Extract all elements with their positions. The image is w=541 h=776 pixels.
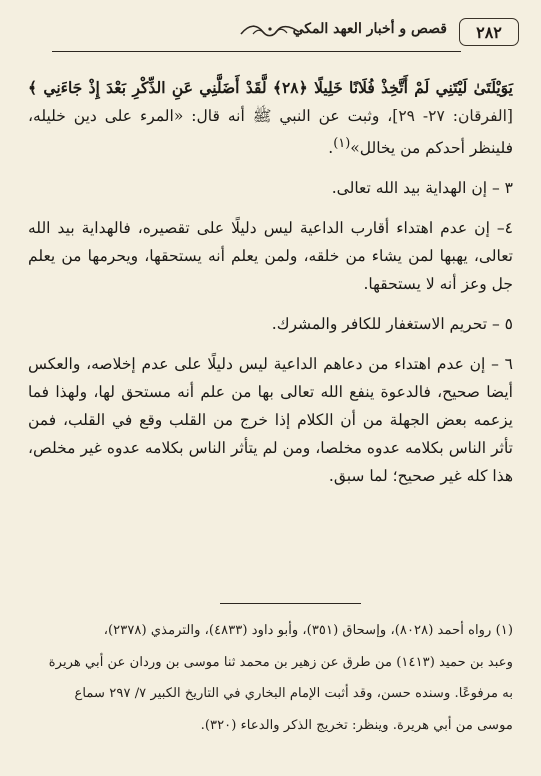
footnote-line: وعبد بن حميد (١٤١٣) من طرق عن زهير بن محمد ثنا موسى بن وردان عن أبي هريرة (48, 654, 513, 670)
point-5: ٥ – تحريم الاستغفار للكافر والمشرك. (271, 315, 513, 334)
footnote-line: (١) رواه أحمد (٨٠٢٨)، وإسحاق (٣٥١)، وأبو داود (٤٨٣٣)، والترمذي (٢٣٧٨)، (103, 623, 513, 638)
footnote-line: به مرفوعًا. وسنده حسن، وقد أثبت الإمام البخاري في التاريخ الكبير ٧/ ٢٩٧ سماع (74, 686, 513, 701)
point-4: ٤– إن عدم اهتداء أقارب الداعية ليس دليلًا على تقصيره، فالهداية بيد الله تعالى، يهبها لمن يشاء من خلقه، ولمن يعلم أنه يستحقها، ويحرمها من يعلم جل وعز أنه لا يستحقها. (28, 219, 513, 294)
main-text (28, 74, 513, 502)
footnote-line: موسى من أبي هريرة. وينظر: تخريج الذكر والدعاء (٣٢٠). (200, 717, 513, 733)
quran-reference: [الفرقان: ٢٧- ٢٩] (392, 107, 513, 125)
page-header (12, 12, 519, 46)
footnotes (26, 618, 513, 738)
footnote-marker[interactable]: (١) (333, 136, 351, 151)
quran-verse: يَوَيْلَتَىٰ لَيْتَنِي لَمْ أَتَّخِذْ فُلَانًا خَلِيلًا ﴿٢٨﴾ لَّقَدْ أَضَلَّنِي عَنِ الذِّكْرِ بَعْدَ إِذْ جَاءَنِي ﴾ (28, 78, 513, 97)
page-number: ٢٨٢ (459, 18, 519, 46)
book-title: قصص و أخبار العهد المكي (292, 21, 447, 37)
point-3: ٣ – إن الهداية بيد الله تعالى. (331, 179, 513, 198)
point-6: ٦ – إن عدم اهتداء من دعاهم الداعية ليس دليلًا على عدم إخلاصه، والعكس أيضا صحيح، فالدعوة ينفع الله تعالى بها من علم أنه مستحق لها، ولهذا فما يزعمه بعض الجهلة من أن الكلام إذا خرج من القلب وقع في القلب، فمن تأثر الناس بكلامه عدوه مخلصا، ومن لم يتأثر الناس بكلامه عدوه غير مخلص، هذا كله غير صحيح؛ لما سبق. (28, 355, 513, 486)
hadith-text: ، وثبت عن النبي ﷺ أنه قال: «المرء على دين خليله، فلينظر أحدكم من يخالل» (28, 107, 513, 158)
decorative-flourish-icon (239, 22, 301, 40)
footnote-separator (220, 603, 361, 604)
header-rule (52, 51, 461, 52)
quran-paragraph: يَوَيْلَتَىٰ لَيْتَنِي لَمْ أَتَّخِذْ فُلَانًا خَلِيلًا ﴿٢٨﴾ لَّقَدْ أَضَلَّنِي عَنِ الذِّكْرِ بَعْدَ إِذْ جَاءَنِي ﴾ [الفرقان: ٢٧- ٢٩]، وثبت عن النبي ﷺ أنه قال: «المرء على دين خليله، فلينظر أحدكم من يخالل»$^{(١)}$. (28, 78, 513, 158)
